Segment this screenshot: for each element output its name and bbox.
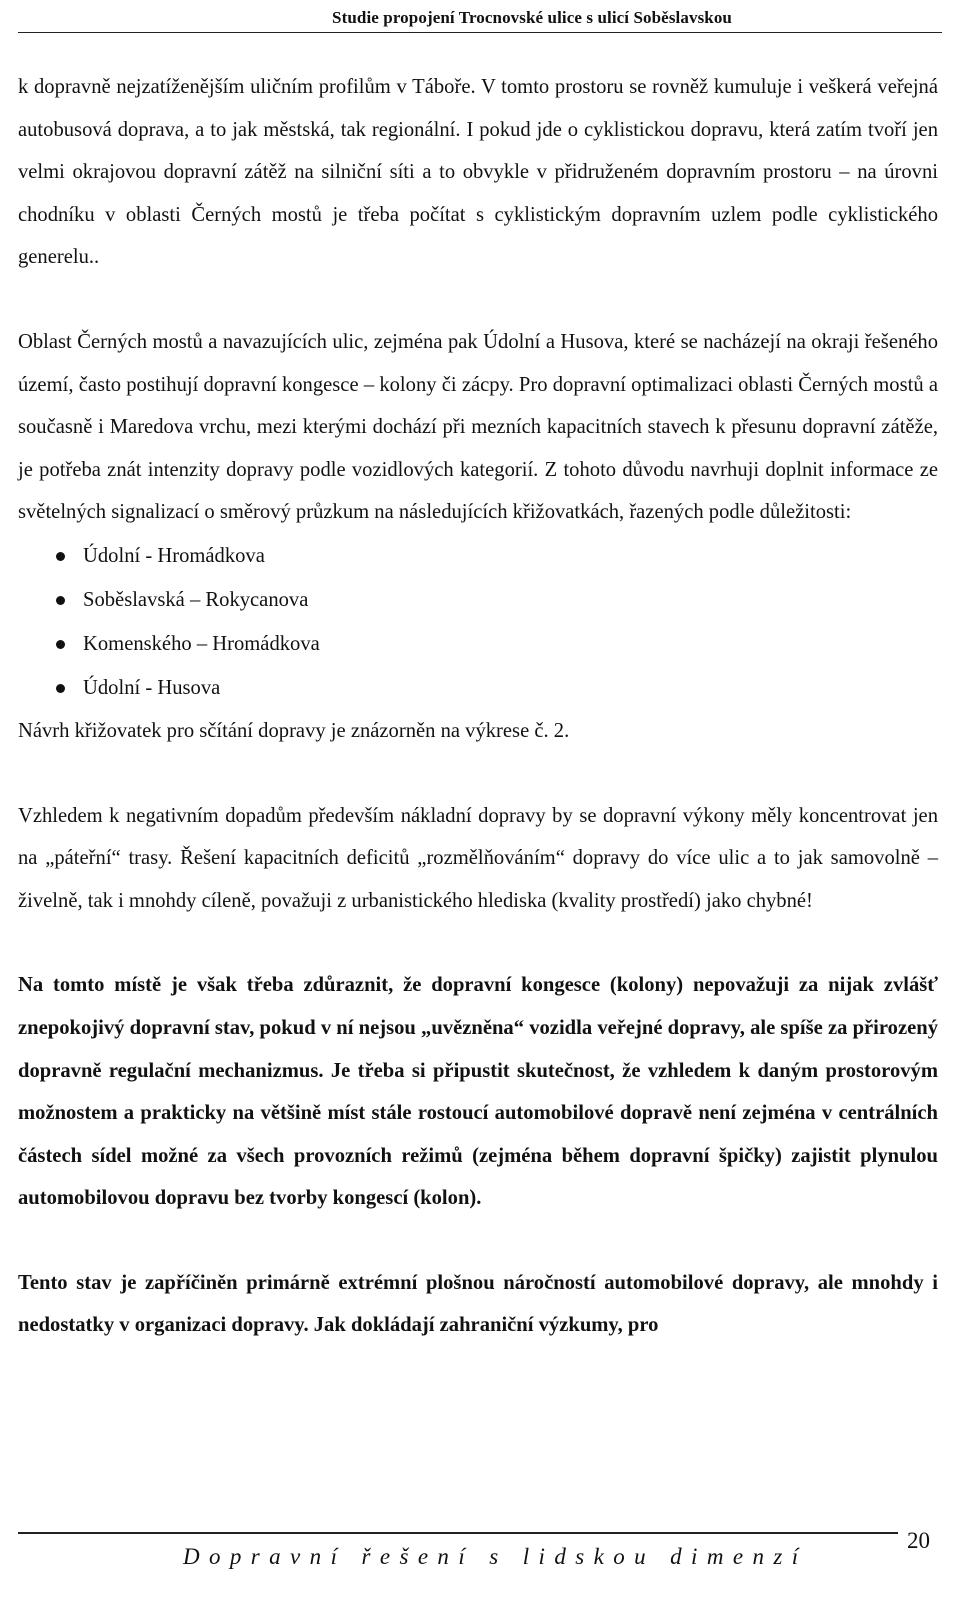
- list-item: [18, 534, 938, 578]
- list-item: [18, 622, 938, 666]
- list-item-label: Údolní - Husova: [83, 676, 221, 699]
- paragraph: Vzhledem k negativním dopadům především nákladní dopravy by se dopravní výkony měly koncentrovat jen na „páteřní“ trasy. Řešení kapacitních deficitů „rozmělňováním“ dopravy do více ulic a to jak samovolně – živelně, tak i mnohdy cíleně, považuji z urbanistického hlediska (kvality prostředí) jako chybné!: [18, 804, 938, 912]
- footer-motto: Dopravní řešení s lidskou dimenzí: [183, 1544, 808, 1569]
- bullet-icon: [56, 640, 65, 649]
- header-divider: [18, 32, 942, 33]
- bullet-icon: [56, 684, 65, 693]
- footer-divider: [18, 1532, 898, 1534]
- list-item: [18, 666, 938, 710]
- paragraph-gap: [18, 753, 938, 795]
- paragraph: Oblast Černých mostů a navazujících ulic, zejména pak Údolní a Husova, které se nacházejí na okraji řešeného území, často postihují dopravní kongesce – kolony či zácpy. Pro dopravní optimalizaci oblasti Černých mostů a současně i Maredova vrchu, mezi kterými dochází při mezních kapacitních stavech k přesunu dopravní zátěže, je potřeba znát intenzity dopravy podle vozidlových kategorií. Z tohoto důvodu navrhuji doplnit informace ze světelných signalizací o směrový průzkum na následujících křižovatkách, řazených podle důležitosti:: [18, 330, 938, 524]
- intersection-list: [18, 534, 938, 710]
- list-item-label: Údolní - Hromádkova: [83, 544, 265, 567]
- list-item-label: Soběslavská – Rokycanova: [83, 588, 309, 611]
- page-number: 20: [907, 1528, 930, 1553]
- paragraph-gap: [18, 279, 938, 321]
- bold-paragraph: Na tomto místě je však třeba zdůraznit, že dopravní kongesce (kolony) nepovažuji za nijak zvlášť znepokojivý dopravní stav, pokud v ní nejsou „uvězněna“ vozidla veřejné dopravy, ale spíše za přirozený dopravně regulační mechanizmus. Je třeba si připustit skutečnost, že vzhledem k daným prostorovým možnostem a prakticky na většině míst stále rostoucí automobilové dopravě není zejména v centrálních částech sídel možné za všech provozních režimů (zejména během dopravní špičky) zajistit plynulou automobilovou dopravu bez tvorby kongescí (kolon).: [18, 974, 938, 1210]
- list-item: [18, 578, 938, 622]
- paragraph: k dopravně nejzatíženějším uličním profilům v Táboře. V tomto prostoru se rovněž kumuluje i veškerá veřejná autobusová doprava, a to jak městská, tak regionální. I pokud jde o cyklistickou dopravu, která zatím tvoří jen velmi okrajovou dopravní zátěž na silniční síti a to obvykle v přidruženém dopravním prostoru – na úrovni chodníku v oblasti Černých mostů je třeba počítat s cyklistickým dopravním uzlem podle cyklistického generelu..: [18, 76, 938, 269]
- bold-paragraph: Tento stav je zapříčiněn primárně extrémní plošnou náročností automobilové dopravy, ale mnohdy i nedostatky v organizaci dopravy. Jak dokládají zahraniční výzkumy, pro: [18, 1271, 938, 1337]
- paragraph-gap: [18, 922, 938, 964]
- document-body: [18, 66, 938, 1347]
- list-item-label: Komenského – Hromádkova: [83, 632, 320, 655]
- paragraph: Návrh křižovatek pro sčítání dopravy je znázorněn na výkrese č. 2.: [18, 719, 570, 742]
- paragraph-gap: [18, 1220, 938, 1262]
- bullet-icon: [56, 552, 65, 561]
- bullet-icon: [56, 596, 65, 605]
- page-header-title: Studie propojení Trocnovské ulice s ulicí Soběslavskou: [332, 8, 732, 27]
